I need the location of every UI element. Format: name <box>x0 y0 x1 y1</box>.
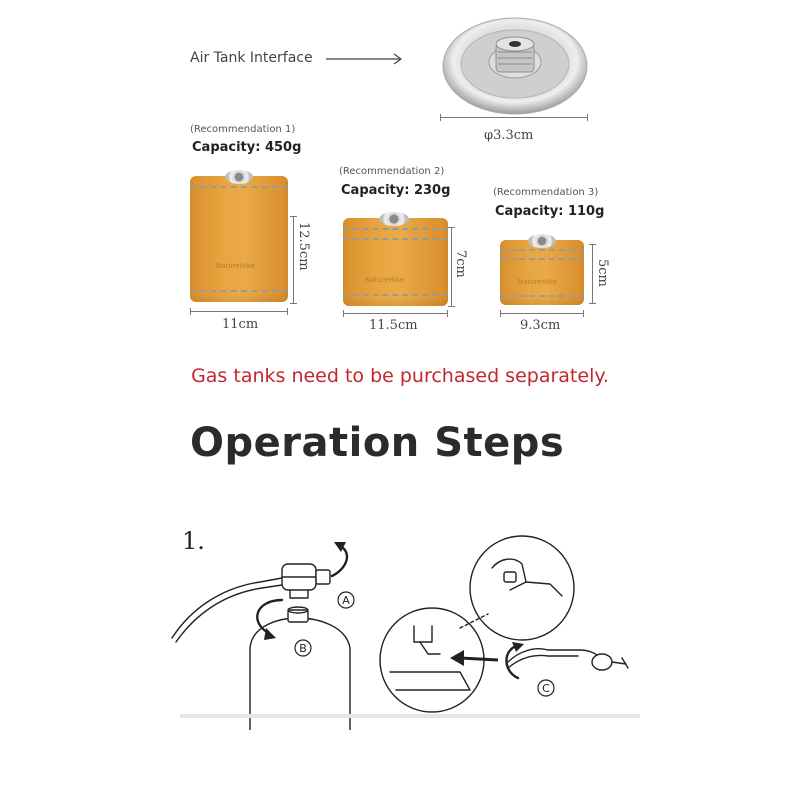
height-dimension-line <box>592 244 593 304</box>
height-label: 7cm <box>453 250 468 278</box>
canister-valve-icon <box>225 170 253 184</box>
svg-text:B: B <box>299 642 307 655</box>
height-dimension-line <box>293 216 294 304</box>
width-dimension-line <box>500 313 584 314</box>
rotate-arrow-icon <box>332 546 347 576</box>
step-number: 1. <box>182 527 205 555</box>
capacity-label: Capacity: 230g <box>341 183 451 198</box>
marker-a-icon <box>338 592 354 608</box>
height-label: 5cm <box>595 259 610 287</box>
diameter-dimension-line <box>440 117 588 118</box>
marker-b-icon <box>295 640 311 656</box>
canister-110g <box>500 240 584 305</box>
width-label: 11cm <box>222 317 259 332</box>
marker-c-icon <box>538 680 554 696</box>
canister-230g <box>343 218 448 306</box>
brand-mark: NatureHike <box>365 276 405 284</box>
purchase-notice: Gas tanks need to be purchased separately. <box>191 365 609 387</box>
canister-valve-icon <box>379 212 409 226</box>
inset-detail-circle <box>470 536 574 640</box>
width-dimension-line <box>190 311 288 312</box>
brand-mark: NatureHike <box>216 262 256 270</box>
height-dimension-line <box>451 227 452 307</box>
step-1-diagram <box>170 530 650 730</box>
capacity-label: Capacity: 450g <box>192 140 302 155</box>
valve-interface-image <box>440 8 590 120</box>
canister-valve-icon <box>528 234 556 248</box>
svg-text:C: C <box>542 682 550 695</box>
arrow-right-icon <box>326 52 404 66</box>
height-label: 12.5cm <box>296 222 311 271</box>
recommendation-label: (Recommendation 2) <box>339 166 445 177</box>
capacity-label: Capacity: 110g <box>495 204 605 219</box>
recommendation-label: (Recommendation 1) <box>190 124 296 135</box>
recommendation-label: (Recommendation 3) <box>493 187 599 198</box>
section-title: Operation Steps <box>190 420 565 466</box>
diameter-label: φ3.3cm <box>484 128 534 143</box>
width-label: 9.3cm <box>520 318 561 333</box>
interface-label: Air Tank Interface <box>190 50 313 66</box>
push-arrow-icon <box>460 658 498 660</box>
brand-mark: NatureHike <box>518 278 558 286</box>
width-dimension-line <box>343 313 448 314</box>
canister-450g <box>190 176 288 302</box>
width-label: 11.5cm <box>369 318 418 333</box>
svg-text:A: A <box>342 594 350 607</box>
